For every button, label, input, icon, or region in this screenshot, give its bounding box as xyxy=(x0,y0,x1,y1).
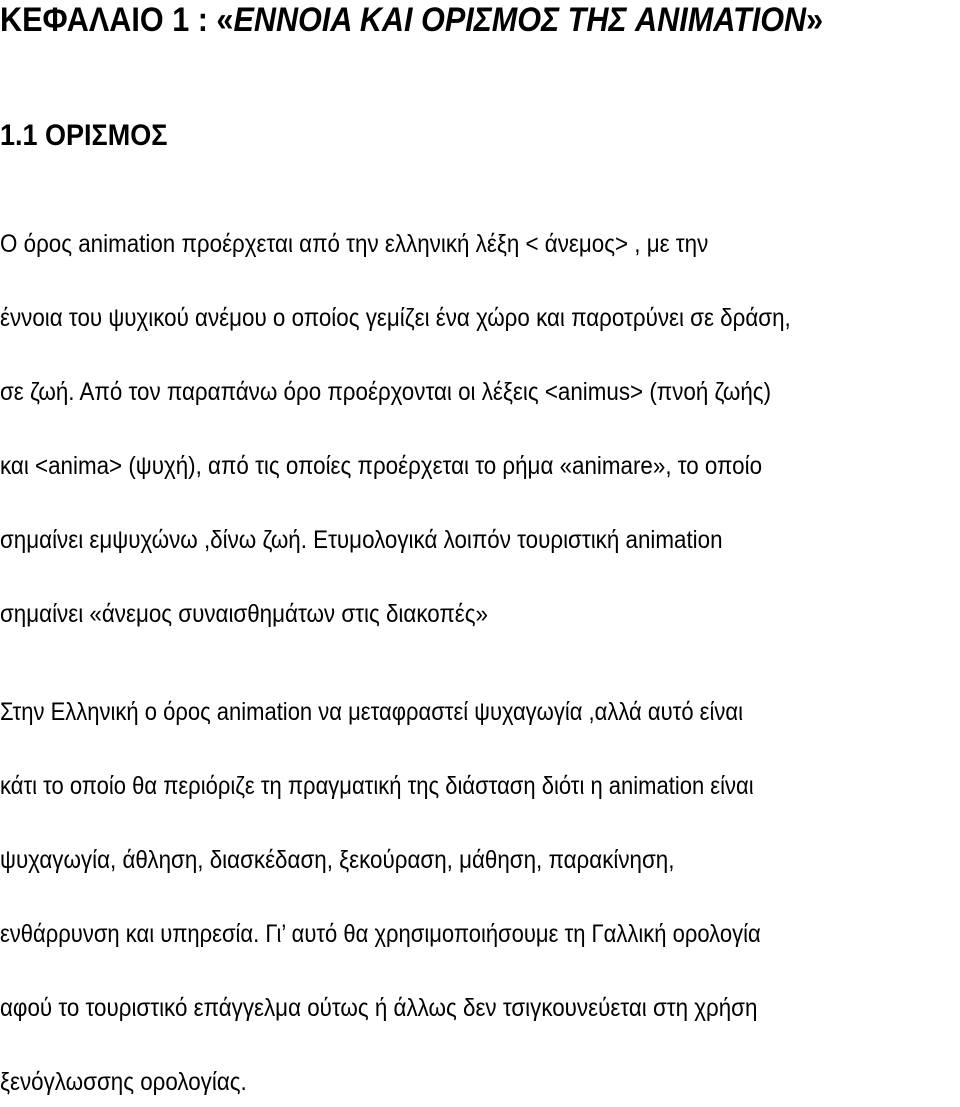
paragraph-line: Ο όρος animation προέρχεται από την ελληνική λέξη < άνεμος> , με την xyxy=(0,230,709,258)
paragraph-line: σημαίνει «άνεμος συναισθημάτων στις διακοπές» xyxy=(0,600,489,628)
paragraph-line: ξενόγλωσσης ορολογίας. xyxy=(0,1068,247,1096)
chapter-title-prefix: ΚΕΦΑΛΑΙΟ 1 : « xyxy=(0,1,234,39)
paragraph-line: κάτι το οποίο θα περιόριζε τη πραγματική της διάσταση διότι η animation είναι xyxy=(0,772,754,800)
paragraph-line: και <anima> (ψυχή), από τις οποίες προέρχεται το ρήμα «animare», το οποίο xyxy=(0,452,763,480)
paragraph-line: σημαίνει εμψυχώνω ,δίνω ζωή. Ετυμολογικά λοιπόν τουριστική animation xyxy=(0,526,723,554)
paragraph-line: ψυχαγωγία, άθληση, διασκέδαση, ξεκούραση, μάθηση, παρακίνηση, xyxy=(0,846,675,874)
paragraph-line: ενθάρρυνση και υπηρεσία. Γι’ αυτό θα χρησιμοποιήσουμε τη Γαλλική ορολογία xyxy=(0,920,761,948)
chapter-title-suffix: » xyxy=(806,1,824,39)
paragraph-line: έννοια του ψυχικού ανέμου ο οποίος γεμίζει ένα χώρο και παροτρύνει σε δράση, xyxy=(0,304,791,332)
paragraph-line: σε ζωή. Από τον παραπάνω όρο προέρχονται οι λέξεις <animus> (πνοή ζωής) xyxy=(0,378,772,406)
paragraph-line: αφού το τουριστικό επάγγελμα ούτως ή άλλως δεν τσιγκουνεύεται στη χρήση xyxy=(0,994,758,1022)
paragraph-line: Στην Ελληνική ο όρος animation να μεταφραστεί ψυχαγωγία ,αλλά αυτό είναι xyxy=(0,698,743,726)
section-title: 1.1 ΟΡΙΣΜΟΣ xyxy=(0,119,168,152)
chapter-title xyxy=(0,0,823,40)
chapter-title-italic: ΕΝΝΟΙΑ ΚΑΙ ΟΡΙΣΜΟΣ ΤΗΣ ANIMATION xyxy=(233,1,807,39)
